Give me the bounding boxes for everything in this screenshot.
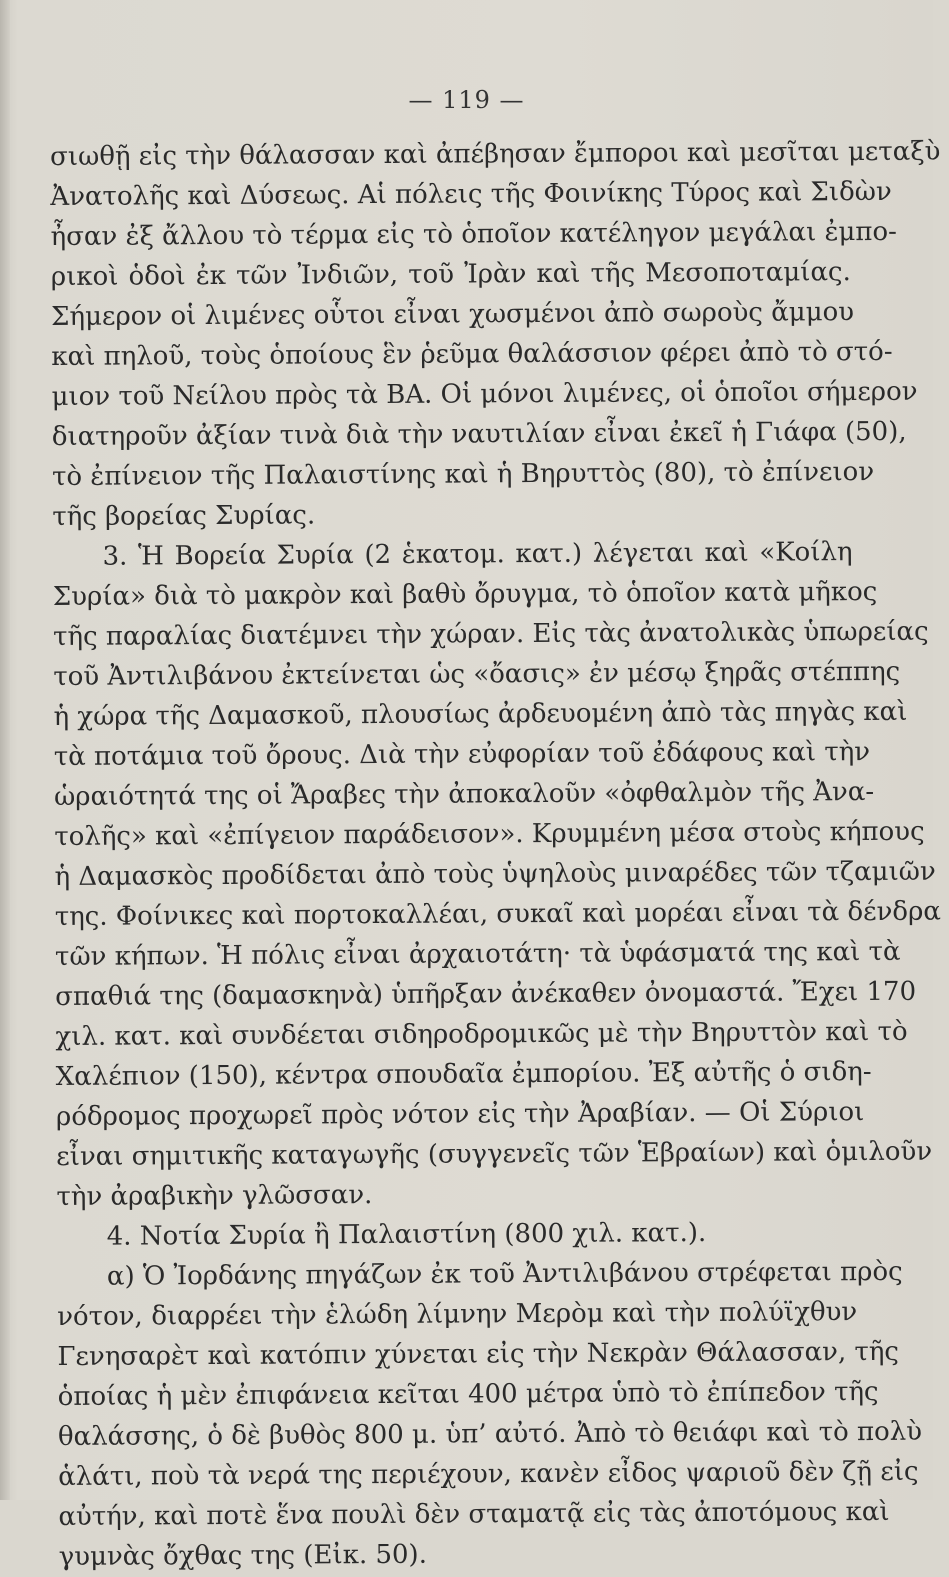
text-line: τοῦ Ἀντιλιβάνου ἐκτείνεται ὡς «ὄασις» ἐν μέσῳ ξηρᾶς στέππης — [53, 656, 901, 692]
text-line: ἡ χώρα τῆς Δαμασκοῦ, πλουσίως ἀρδευομένη ἀπὸ τὰς πηγὰς καὶ — [53, 696, 908, 732]
text-line: Σήμερον οἱ λιμένες οὗτοι εἶναι χωσμένοι ἀπὸ σωροὺς ἄμμου — [51, 297, 855, 332]
text-line: Γενησαρὲτ καὶ κατόπιν χύνεται εἰς τὴν Νεκρὰν Θάλασσαν, τῆς — [57, 1336, 900, 1372]
text-line: τῶν κήπων. Ἡ πόλις εἶναι ἀρχαιοτάτη· τὰ ὑφάσματά της καὶ τὰ — [54, 936, 901, 972]
body-text — [50, 132, 941, 1577]
text-line: τολῆς» καὶ «ἐπίγειον παράδεισον». Κρυμμένη μέσα στοὺς κήπους — [54, 816, 925, 852]
text-line: εἶναι σημιτικῆς καταγωγῆς (συγγενεῖς τῶν Ἑβραίων) καὶ ὁμιλοῦν — [56, 1136, 933, 1172]
text-line: νότον, διαρρέει τὴν ἑλώδη λίμνην Μερὸμ καὶ τὴν πολύϊχθυν — [57, 1297, 858, 1332]
text-line: ὡραιότητά της οἱ Ἄραβες τὴν ἀποκαλοῦν «ὀφθαλμὸν τῆς Ἀνα- — [53, 776, 875, 812]
text-line: α) Ὁ Ἰορδάνης πηγάζων ἐκ τοῦ Ἀντιλιβάνου στρέφεται πρὸς — [106, 1256, 903, 1292]
text-line: τὸ ἐπίνειον τῆς Παλαιστίνης καὶ ἡ Βηρυττὸς (80), τὸ ἐπίνειον — [51, 456, 875, 492]
text-line: ρόδρομος προχωρεῖ πρὸς νότον εἰς τὴν Ἀραβίαν. — Οἱ Σύριοι — [55, 1097, 865, 1132]
text-line: Ἀνατολῆς καὶ Δύσεως. Αἱ πόλεις τῆς Φοινίκης Τύρος καὶ Σιδὼν — [50, 176, 892, 212]
text-line: σπαθιά της (δαμασκηνὰ) ὑπῆρξαν ἀνέκαθεν ὀνομαστά. Ἔχει 170 — [55, 976, 917, 1012]
text-line: τῆς παραλίας διατέμνει τὴν χώραν. Εἰς τὰς ἀνατολικὰς ὑπωρείας — [52, 616, 929, 652]
text-line: Συρία» διὰ τὸ μακρὸν καὶ βαθὺ ὄρυγμα, τὸ ὁποῖον κατὰ μῆκος — [52, 576, 878, 612]
text-line: ρικοὶ ὁδοὶ ἐκ τῶν Ἰνδιῶν, τοῦ Ἰρὰν καὶ τῆς Μεσοποταμίας. — [50, 257, 851, 292]
text-line: ὁποίας ἡ μὲν ἐπιφάνεια κεῖται 400 μέτρα ὑπὸ τὸ ἐπίπεδον τῆς — [57, 1376, 879, 1412]
text-line: τῆς βορείας Συρίας. — [52, 500, 316, 532]
text-line: Χαλέπιον (150), κέντρα σπουδαῖα ἐμπορίου. Ἐξ αὐτῆς ὁ σιδη- — [55, 1056, 872, 1092]
text-line: τὰ ποτάμια τοῦ ὄρους. Διὰ τὴν εὐφορίαν τοῦ ἐδάφους καὶ τὴν — [53, 737, 871, 772]
text-line: θαλάσσης, ὁ δὲ βυθὸς 800 μ. ὑπ’ αὐτό. Ἀπὸ τὸ θειάφι καὶ τὸ πολὺ — [57, 1416, 923, 1452]
text-line: ἡ Δαμασκὸς προδίδεται ἀπὸ τοὺς ὑψηλοὺς μιναρέδες τῶν τζαμιῶν — [54, 856, 936, 892]
text-line: σιωθῇ εἰς τὴν θάλασσαν καὶ ἀπέβησαν ἔμποροι καὶ μεσῖται μεταξὺ — [50, 136, 941, 172]
page-spine-edge — [0, 0, 10, 1500]
text-line: 4. Νοτία Συρία ἢ Παλαιστίνη (800 χιλ. κατ.). — [106, 1218, 707, 1252]
text-line: ἁλάτι, ποὺ τὰ νερά της περιέχουν, κανὲν εἶδος ψαριοῦ δὲν ζῇ εἰς — [58, 1456, 919, 1492]
text-line: 3. Ἡ Βορεία Συρία (2 ἑκατομ. κατ.) λέγεται καὶ «Κοίλη — [102, 537, 853, 572]
text-line: τὴν ἀραβικὴν γλῶσσαν. — [56, 1180, 373, 1212]
text-line: καὶ πηλοῦ, τοὺς ὁποίους ἓν ῥεῦμα θαλάσσιον φέρει ἀπὸ τὸ στό- — [51, 336, 893, 372]
text-line: της. Φοίνικες καὶ πορτοκαλλέαι, συκαῖ καὶ μορέαι εἶναι τὰ δένδρα — [54, 896, 941, 932]
text-line: διατηροῦν ἀξίαν τινὰ διὰ τὴν ναυτιλίαν εἶναι ἐκεῖ ἡ Γιάφα (50), — [51, 416, 907, 452]
text-line: αὐτήν, καὶ ποτὲ ἕνα πουλὶ δὲν σταματᾷ εἰς τὰς ἀποτόμους καὶ — [58, 1496, 890, 1532]
text-line: μιον τοῦ Νείλου πρὸς τὰ ΒΑ. Οἱ μόνοι λιμένες, οἱ ὁποῖοι σήμερον — [51, 376, 918, 412]
text-line: ἦσαν ἐξ ἄλλου τὸ τέρμα εἰς τὸ ὁποῖον κατέληγον μεγάλαι ἐμπο- — [50, 216, 897, 252]
page-number: — 119 — — [408, 86, 525, 114]
text-line: χιλ. κατ. καὶ συνδέεται σιδηροδρομικῶς μὲ τὴν Βηρυττὸν καὶ τὸ — [55, 1016, 908, 1052]
text-line: γυμνὰς ὄχθας της (Εἰκ. 50). — [58, 1539, 428, 1572]
